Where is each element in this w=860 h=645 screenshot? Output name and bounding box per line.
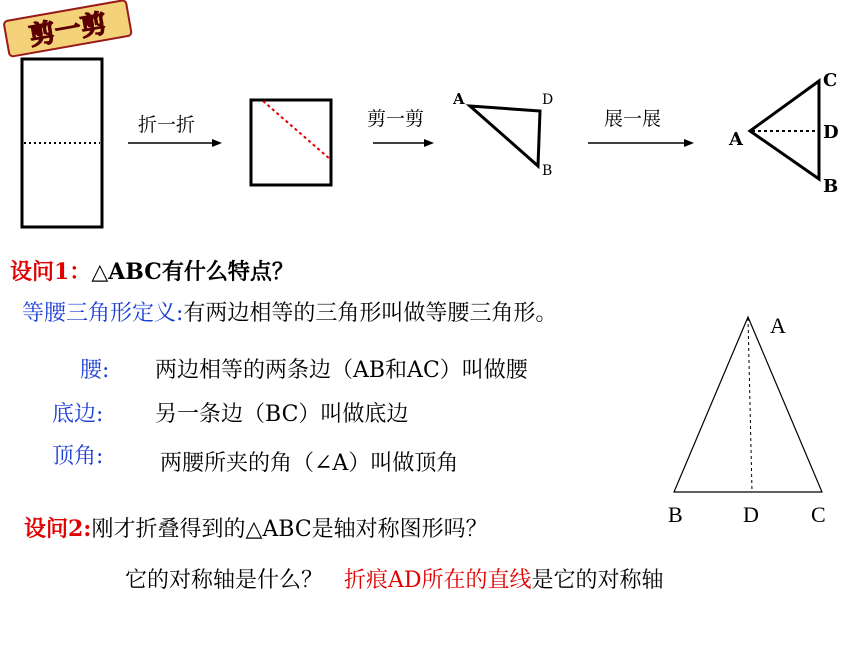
question-1-prefix: 设问1： (10, 259, 92, 285)
small-tri-label-d: D (542, 92, 554, 108)
base-desc: 另一条边（BC）叫做底边 (155, 402, 409, 427)
unfolded-label-d: D (823, 122, 839, 143)
unfold-label: 展一展 (604, 108, 662, 130)
definition (22, 303, 557, 325)
question-2-line2-start: 它的对称轴是什么？ (125, 568, 324, 593)
cut-label: 剪一剪 (367, 108, 425, 130)
base-term: 底边: (52, 402, 104, 427)
big-tri-label-c: C (811, 502, 826, 527)
answer-highlight: 折痕AD所在的直线 (344, 568, 532, 593)
vertex-angle-desc: 两腰所夹的角（∠A）叫做顶角 (160, 451, 459, 476)
unfolded-label-a: A (729, 129, 743, 150)
logo-text: 剪一剪 (27, 8, 110, 52)
vertex-angle-term: 顶角: (52, 444, 104, 469)
question-1 (10, 261, 294, 284)
folded-square (251, 100, 331, 185)
big-tri-label-d: D (743, 502, 759, 527)
leg-term: 腰: (80, 358, 110, 383)
cut-arrowhead (424, 139, 434, 147)
question-2-body: 刚才折叠得到的△ABC是轴对称图形吗？ (91, 517, 488, 542)
fold-arrowhead (212, 139, 222, 147)
unfolded-label-b: B (823, 176, 839, 197)
question-1-body: △ABC有什么特点？ (91, 259, 294, 285)
cut-line (263, 101, 331, 160)
small-tri-label-a: A (453, 90, 465, 108)
big-tri-label-a: A (770, 313, 786, 338)
leg-desc: 两边相等的两条边（AB和AC）叫做腰 (155, 358, 528, 383)
unfold-arrowhead (684, 139, 694, 147)
axis-of-symmetry (748, 318, 752, 491)
fold-label: 折一折 (138, 114, 196, 136)
question-2 (24, 518, 488, 541)
question-2-line2 (125, 570, 664, 592)
big-tri-label-b: B (668, 502, 683, 527)
answer-end: 是它的对称轴 (531, 568, 664, 593)
definition-text: 有两边相等的三角形叫做等腰三角形。 (183, 301, 558, 326)
unfolded-label-c: C (823, 70, 838, 91)
question-2-prefix: 设问2: (24, 516, 92, 542)
isosceles-triangle (674, 313, 822, 492)
cut-triangle (470, 106, 540, 166)
small-tri-label-b: B (542, 163, 553, 179)
definition-term: 等腰三角形定义: (22, 301, 184, 326)
